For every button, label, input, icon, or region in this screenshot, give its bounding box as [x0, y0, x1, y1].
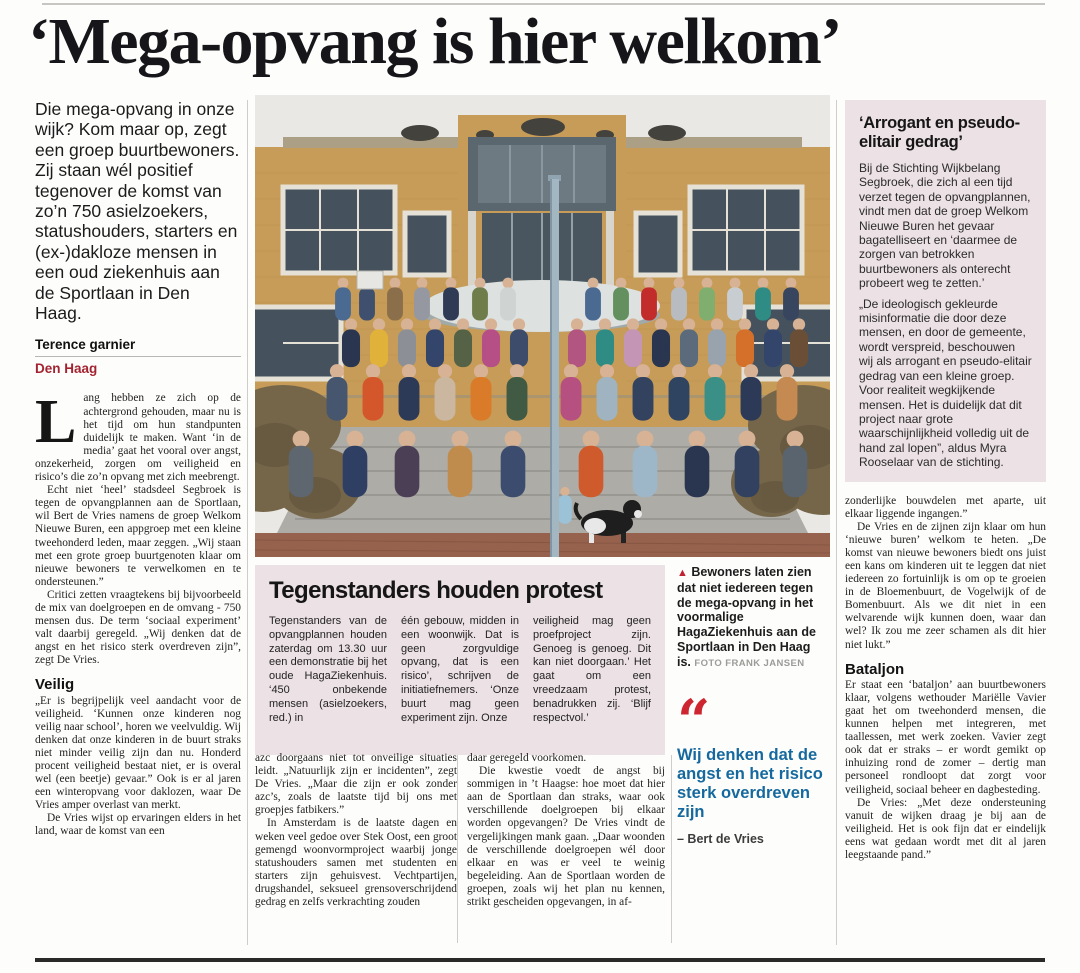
paragraph: zonderlijke bouwdelen met aparte, uit elkaar liggende ingangen.”: [845, 494, 1046, 520]
paragraph: De Vries wijst op ervaringen elders in het land, waar de komst van een: [35, 812, 241, 838]
quote-attribution: – Bert de Vries: [677, 831, 764, 846]
group-photo: [255, 95, 830, 557]
protest-box-title: Tegenstanders houden protest: [269, 577, 603, 604]
paragraph: In Amsterdam is de laatste dagen en weken veel gedoe over Stek Oost, een groot gemengd woonvormproject waarbij jonge statushouders samen met studenten en starters zijn gehuisvest. Vechtpartijen, drugshandel, seksueel grensoverschrijdend gedrag en zelfs verkrachting zouden: [255, 817, 457, 909]
column-caption: [677, 565, 824, 846]
paragraph: Er staat een ‘bataljon’ aan buurtbewoners klaar, volgens wethouder Mariëlle Vavier gaat het om tweehonderd mensen, die kunnen helpen met integreren, met taallessen, met werk zoeken. Vavier zegt ook dat er straks – er wordt gemikt op inhuizing rond de zomer – dertig man personeel rondloopt dat zorgt voor veiligheid, sociaal beheer en dagbesteding.: [845, 678, 1046, 796]
paragraph: „Er is begrijpelijk veel aandacht voor de veiligheid. ‘Kunnen onze kinderen nog veilig naar school’, horen we veelvuldig. Wij denken dat onze kinderen in de buurt straks niet minder veilig zijn dan nu. Honderd procent veiligheid bestaat niet, er is overal wel (een beetje) gevaar.” Ook is er al jaren een winteropvang voor daklozen, waar De Vries amper overlast van merkt.: [35, 694, 241, 812]
paragraph-text: ang hebben ze zich op de achtergrond gehouden, maar nu is het tijd om hun standpunten duidelijk te maken. Want ‘in de media’ gaat het vooral over angst, onzekerheid, zorgen om veiligheid en risico’s die zo’n opvang met zich meebrengt.: [35, 392, 241, 484]
column-divider: [247, 100, 248, 945]
column-left: [35, 99, 241, 839]
bottom-divider: [35, 958, 1045, 962]
paragraph: [35, 388, 241, 484]
column-right: [845, 100, 1046, 862]
protest-box-column: veiligheid mag geen proefproject zijn. Genoeg is genoeg. Dit kan niet doorgaan.’ Het gaat om een vreedzaam protest, benadrukken zij. ‘Blijf respectvol.’: [533, 615, 651, 724]
caption-triangle-icon: ▲: [677, 567, 688, 579]
article-body-col1: [35, 388, 241, 838]
paragraph: Critici zetten vraagtekens bij bijvoorbeeld de mix van doelgroepen en de omvang - 750 mensen dus. De term ‘sociaal experiment’ valt daarbij geregeld. „Wij denken dat de angst en het risico sterk overdreven zijn”, zegt De Vries.: [35, 588, 241, 667]
paragraph: azc doorgaans niet tot onveilige situaties leidt. „Natuurlijk zijn er incidenten”, zegt De Vries. „Maar die zijn er ook zonder azc’s, zoals de laatste tijd bij ons met groepjes fatbikers.”: [255, 752, 457, 817]
protest-box-column: één gebouw, midden in een woonwijk. Dat is geen zorgvuldige opvang, dat is een risico’, schrijven de initiatiefnemers. ‘Onze buurt mag geen experiment zijn. Onze: [401, 615, 519, 724]
caption-text: Bewoners laten zien dat niet iedereen tegen de mega-opvang in het voormalige HagaZiekenhuis aan de Sportlaan in Den Haag is.: [677, 565, 816, 669]
paragraph: Die kwestie voedt de angst bij sommigen in ’t Haagse: hoe moet dat hier aan de Sportlaan dan straks, waar ook verschillende doelgroepen bij elkaar worden opgevangen? De Vries vindt de vergelijkingen mank gaan. „Daar woonden de verschillende doelgroepen wél door elkaar en was er veel te weinig begeleiding. Aan de Sportlaan worden de groepen, zoals wij het plan nu kennen, strikt gescheiden opgevangen, in af-: [467, 765, 665, 909]
section-heading-veilig: Veilig: [35, 676, 75, 694]
photo-credit: FOTO FRANK JANSEN: [694, 657, 805, 669]
byline: [35, 337, 241, 376]
article-body-col5: [845, 495, 1046, 863]
column-divider: [457, 755, 458, 943]
pullquote: [677, 686, 824, 846]
headline: ‘Mega-opvang is hier welkom’: [28, 5, 841, 78]
byline-author: Terence garnier: [35, 337, 241, 357]
article-body-col2: [255, 752, 457, 909]
intro-paragraph: Die mega-opvang in onze wijk? Kom maar op, zegt een groep buurtbewoners. Zij staan wél positief tegenover de komst van zo’n 750 asielzoekers, statushouders, starters en (ex-)dakloze mensen in een oud ziekenhuis aan de Sportlaan in Den Haag.: [35, 99, 240, 324]
drop-cap: L: [35, 388, 77, 457]
byline-city: Den Haag: [35, 361, 98, 377]
sidebar-box-paragraph: Bij de Stichting Wijkbelang Segbroek, die zich al een tijd verzet tegen de opvangplannen, vindt men dat de groep Welkom Nieuwe Buren het gevaar bagatelliseert en ‘daarmee de zorgen van betrokken buurtbewoners als onterecht probeert weg te zetten.’: [859, 161, 1031, 291]
paragraph: De Vries: „Met deze ondersteuning vanuit de wijken draag je bij aan de veiligheid. Het is ook fijn dat er eindelijk eens wat gedaan wordt met dit al jaren leegstaande pand.”: [845, 796, 1046, 861]
protest-box-columns: [269, 615, 651, 725]
section-heading-bataljon: Bataljon: [845, 660, 905, 678]
article-body-col3: [467, 752, 665, 909]
paragraph: daar geregeld voorkomen.: [467, 752, 587, 764]
group-photo-illustration: [255, 95, 830, 557]
sidebar-box-title: ‘Arrogant en pseudo-elitair gedrag’: [859, 114, 1020, 151]
paragraph: De Vries en de zijnen zijn klaar om hun ‘nieuwe buren’ welkom te heten. „De komst van nieuwe bewoners biedt ons juist een kans om kinderen uit te leggen dat niet iedereen zo fortuinlijk is om op te groeien in de Bloemenbuurt, de Vogelwijk of de Bomenbuurt. Als we dit niet in een welvarende wijk kunnen doen, waar dan wel? Ik zou me zeer schamen als dit hier niet lukt.”: [845, 520, 1046, 651]
sidebar-box-paragraph: „De ideologisch gekleurde misinformatie die door deze mensen, en door de gemeente, wordt verspreid, beschouwen wij als arrogant en pseudo-elitair gedrag van een kleine groep. Voor realiteit wegkijkende mensen. Het is duidelijk dat dit project naar grote waarschijnlijkheid volledig uit de hand zal lopen”, aldus Myra Rooselaar van de stichting.: [859, 296, 1032, 470]
quote-text: Wij denken dat de angst en het risico sterk overdreven zijn: [677, 745, 823, 821]
sidebar-box: [845, 100, 1046, 482]
column-divider: [836, 100, 837, 945]
protest-box-column: Tegenstanders van de opvangplannen houden zaterdag om 13.30 uur een demonstratie bij het oude HagaZiekenhuis. ‘450 onbekende mensen (asielzoekers, red.) in: [269, 615, 387, 724]
paragraph: Echt niet ‘heel’ stadsdeel Segbroek is tegen de opvangplannen aan de Sportlaan, wil Bert de Vries namens de groep Welkom Nieuwe Buren, een appgroep met een kleine tweehonderd leden, maar zeggen. „Wij staan met een grote groep buurtgenoten klaar om nieuwe bewoners te verwelkomen en te ondersteunen.”: [35, 484, 241, 588]
quote-mark-icon: “: [677, 686, 711, 755]
photo-caption: [677, 565, 824, 672]
column-divider: [671, 755, 672, 943]
protest-box: [255, 565, 665, 755]
